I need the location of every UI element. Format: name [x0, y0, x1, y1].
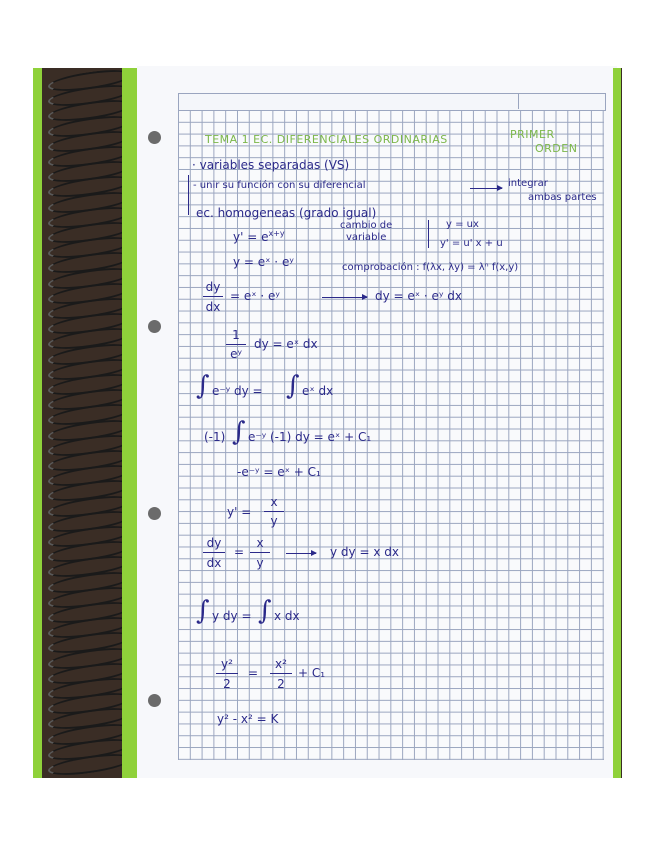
- note-line: y' = u' x + u: [440, 238, 503, 249]
- integral-sign: ∫: [258, 596, 272, 626]
- fraction-den: eʸ: [230, 347, 242, 361]
- punch-hole: [148, 320, 161, 333]
- equation: dy = eˣ dx: [254, 337, 318, 351]
- fraction-num: 1: [232, 328, 240, 342]
- fraction-bar: [250, 552, 270, 553]
- equation: x dx: [274, 609, 300, 623]
- punch-hole: [148, 131, 161, 144]
- fraction-bar: [216, 673, 238, 674]
- fraction-num: dy: [205, 280, 221, 294]
- fraction-den: dx: [206, 556, 222, 570]
- fraction-num: x²: [275, 657, 287, 671]
- topic-title-3: ORDEN: [535, 142, 578, 155]
- integral-sign: ∫: [232, 417, 246, 447]
- equation: e⁻ʸ dy =: [212, 384, 263, 398]
- fraction-bar: [203, 296, 223, 297]
- note-line: - unir su función con su diferencial: [193, 180, 366, 191]
- header-divider: [518, 93, 519, 109]
- fraction-den: 2: [277, 677, 285, 691]
- equation: y² - x² = K: [217, 712, 279, 726]
- topic-title: TEMA 1 EC. DIFERENCIALES ORDINARIAS: [205, 133, 448, 146]
- arrow: [322, 297, 367, 298]
- equation: (-1): [204, 430, 226, 444]
- note-line: comprobación : f(λx, λy) = λⁿ f(x,y): [342, 262, 519, 273]
- topic-title-2: PRIMER: [510, 128, 555, 141]
- equation: y dy =: [212, 609, 252, 623]
- equation: y = eˣ · eʸ: [233, 255, 294, 269]
- arrow: [470, 188, 502, 189]
- header-box: [178, 93, 606, 111]
- fraction-den: dx: [205, 300, 221, 314]
- equation: -e⁻ʸ = eˣ + C₁: [237, 465, 321, 479]
- fraction-den: y: [256, 556, 264, 570]
- note-line: ambas partes: [528, 192, 597, 203]
- note-line: variable: [346, 232, 387, 243]
- fraction-den: 2: [223, 677, 231, 691]
- fraction-bar: [226, 344, 246, 345]
- note-line: · variables separadas (VS): [192, 158, 350, 172]
- fraction-num: x: [256, 536, 264, 550]
- arrow: [286, 553, 316, 554]
- integral-sign: ∫: [196, 596, 210, 626]
- fraction-bar: [203, 552, 225, 553]
- equation: dy = eˣ · eʸ dx: [375, 289, 462, 303]
- equation: y dy = x dx: [330, 545, 399, 559]
- equation: y' =: [227, 505, 252, 519]
- equation: + C₁: [298, 666, 326, 680]
- bracket: [188, 175, 189, 215]
- integral-sign: ∫: [196, 371, 210, 401]
- note-line: ec. homogeneas (grado igual): [196, 206, 377, 220]
- equation: =: [234, 545, 245, 559]
- green-strip-right: [613, 68, 621, 778]
- integral-sign: ∫: [286, 371, 300, 401]
- fraction-num: dy: [206, 536, 222, 550]
- equation: e⁻ʸ (-1) dy = eˣ + C₁: [248, 430, 372, 444]
- note-line: integrar: [508, 178, 548, 189]
- note-line: cambio de: [340, 220, 393, 231]
- fraction-num: y²: [221, 657, 233, 671]
- equation: $y' = e^{x+y}$: [233, 229, 285, 244]
- note-line: y = ux: [446, 219, 479, 230]
- punch-hole: [148, 507, 161, 520]
- equation: =: [248, 666, 259, 680]
- equation: eˣ dx: [302, 384, 334, 398]
- bracket: [428, 220, 429, 248]
- fraction-bar: [264, 511, 284, 512]
- fraction-bar: [270, 673, 292, 674]
- equation: = eˣ · eʸ: [230, 289, 280, 303]
- punch-hole: [148, 694, 161, 707]
- fraction-num: x: [270, 495, 278, 509]
- fraction-den: y: [270, 514, 278, 528]
- green-margin: [122, 68, 138, 778]
- spiral-binding: [40, 68, 130, 778]
